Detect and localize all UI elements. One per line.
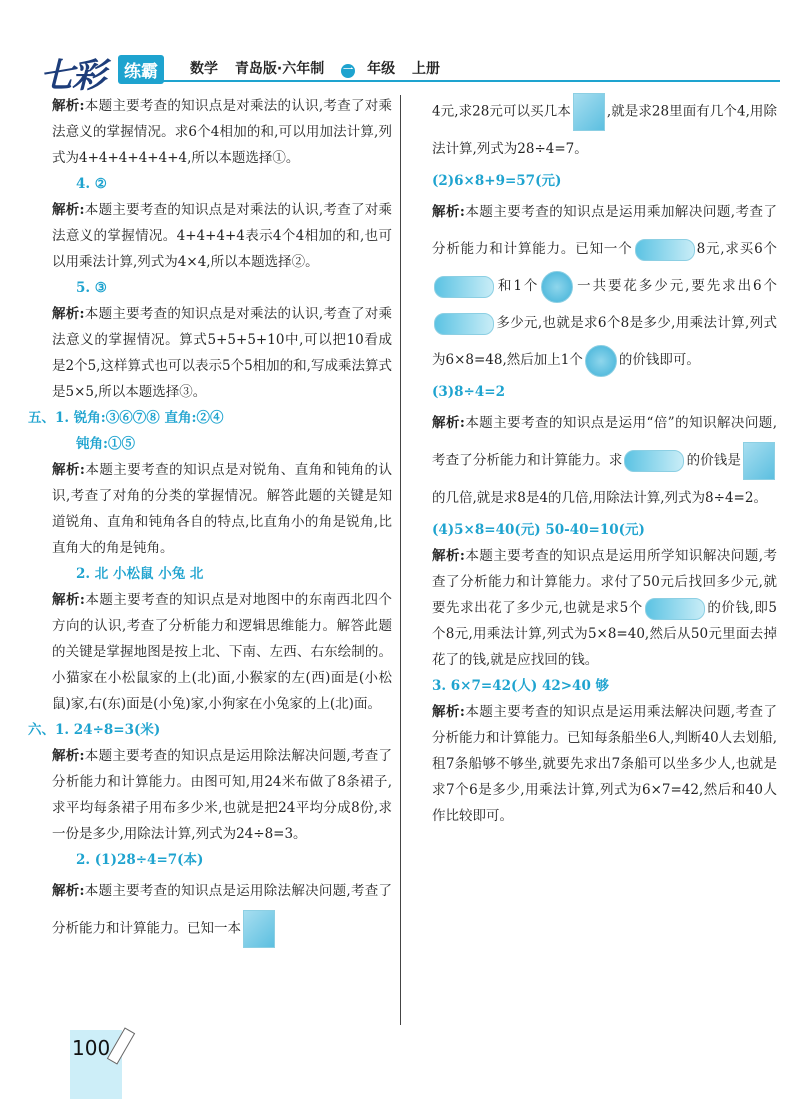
right-column bbox=[432, 93, 777, 829]
analysis-paragraph: 解析:本题主要考查的知识点是运用乘法解决问题,考查了分析能力和计算能力。已知每条船坐6人,判断40人去划船,租7条船够不够坐,就要先求出7条船可以坐多少人,也就是求7个6是多少,用乘法计算,列式为6×7=42,然后和40人作比较即可。 bbox=[432, 704, 777, 824]
answer-line: (4)5×8=40(元) 50-40=10(元) bbox=[432, 522, 645, 538]
series-logo: 七彩 bbox=[40, 56, 104, 96]
answer-line: 4. ② bbox=[76, 176, 107, 192]
answer-line: 2. (1)28÷4=7(本) bbox=[76, 852, 204, 868]
volume-label: 上册 bbox=[411, 61, 440, 77]
series-logo-badge: 练霸 bbox=[118, 55, 164, 84]
analysis-paragraph: 解析:本题主要考查的知识点是对锐角、直角和钝角的认识,考查了对角的分类的掌握情况。解答此题的关键是知道锐角、直角和钝角各自的特点,比直角小的角是锐角,比直角大的角是钝角。 bbox=[52, 462, 393, 556]
answer-line: 钝角:①⑤ bbox=[76, 436, 135, 452]
analysis-paragraph: 解析:本题主要考查的知识点是运用除法解决问题,考查了分析能力和计算能力。由图可知,用24米布做了8条裙子,求平均每条裙子用布多少米,也就是把24平均分成8份,求一份是多少,用除法计算,列式为24÷8=3。 bbox=[52, 748, 393, 842]
analysis-paragraph: 解析:本题主要考查的知识点是对乘法的认识,考查了对乘法意义的掌握情况。算式5+5+5+10中,可以把10看成是2个5,这样算式也可以表示5个5相加的和,写成乘法算式是5×5,所以本题选择③。 bbox=[52, 306, 393, 400]
left-column bbox=[28, 93, 393, 948]
analysis-paragraph: 解析:本题主要考查的知识点是运用“倍”的知识解决问题,考查了分析能力和计算能力。求 的价钱是的几倍,就是求8是4的几倍,用除法计算,列式为8÷4=2。 bbox=[432, 415, 777, 506]
column-divider bbox=[400, 95, 401, 1025]
edition-label: 青岛版·六年制 bbox=[234, 61, 325, 77]
pencil-case-icon bbox=[434, 276, 494, 298]
answer-line: (2)6×8+9=57(元) bbox=[432, 173, 562, 189]
grade-label: 年级 bbox=[367, 61, 396, 77]
answer-line: 5. ③ bbox=[76, 280, 107, 296]
section-answer: 六、1. 24÷8=3(米) bbox=[28, 722, 161, 738]
pencil-case-icon bbox=[624, 450, 684, 472]
page-number: 100 bbox=[72, 1036, 111, 1060]
analysis-paragraph: 解析:本题主要考查的知识点是运用除法解决问题,考查了分析能力和计算能力。已知一本 bbox=[52, 873, 392, 948]
pencil-case-icon bbox=[434, 313, 494, 335]
answer-line: 3. 6×7=42(人) 42>40 够 bbox=[432, 678, 610, 694]
pencil-case-icon bbox=[635, 239, 695, 261]
page-header bbox=[0, 0, 800, 95]
notebook-icon bbox=[243, 910, 275, 948]
pencil-case-icon bbox=[645, 598, 705, 620]
analysis-paragraph: 解析:本题主要考查的知识点是对地图中的东南西北四个方向的认识,考查了分析能力和逻辑思维能力。解答此题的关键是掌握地图是按上北、下南、左西、右东绘制的。小猫家在小松鼠家的上(北)面,小猴家的左(西)面是(小松鼠)家,右(东)面是(小兔)家,小狗家在小兔家的上(北)面。 bbox=[52, 592, 393, 712]
toy-plane-icon bbox=[541, 271, 573, 303]
answer-line: 2. 北 小松鼠 小兔 北 bbox=[76, 566, 204, 582]
toy-plane-icon bbox=[585, 345, 617, 377]
answer-line: (3)8÷4=2 bbox=[432, 384, 505, 400]
book-info bbox=[190, 58, 452, 78]
subject-label: 数学 bbox=[190, 61, 218, 77]
section-answer: 五、1. 锐角:③⑥⑦⑧ 直角:②④ bbox=[28, 410, 224, 426]
notebook-icon bbox=[743, 442, 775, 480]
header-rule bbox=[160, 80, 780, 82]
grade-number-badge: 一 bbox=[343, 65, 354, 76]
analysis-paragraph: 解析:本题主要考查的知识点是运用所学知识解决问题,考查了分析能力和计算能力。求付了50元后找回多少元,就要先求出花了多少元,也就是求5个 的价钱,即5个8元,用乘法计算,列式为5×8=40,然后从50元里面去掉花了的钱,就是应找回的钱。 bbox=[432, 548, 777, 668]
notebook-icon bbox=[573, 93, 605, 131]
analysis-paragraph: 解析:本题主要考查的知识点是运用乘加解决问题,考查了分析能力和计算能力。已知一个 8元,求买6个和1个 一共要花多少元,要先求出6个多少元,也就是求6个8是多少,用乘法计算,列式为6×8=48,然后加上1个 的价钱即可。 bbox=[432, 194, 777, 379]
analysis-paragraph: 解析:本题主要考查的知识点是对乘法的认识,考查了对乘法意义的掌握情况。求6个4相加的和,可以用加法计算,列式为4+4+4+4+4+4,所以本题选择①。 bbox=[52, 98, 393, 166]
analysis-paragraph: 解析:本题主要考查的知识点是对乘法的认识,考查了对乘法意义的掌握情况。4+4+4+4表示4个4相加的和,也可以用乘法计算,列式为4×4,所以本题选择②。 bbox=[52, 202, 393, 270]
analysis-continuation: 4元,求28元可以买几本 ,就是求28里面有几个4,用除法计算,列式为28÷4=7。 bbox=[432, 93, 777, 168]
